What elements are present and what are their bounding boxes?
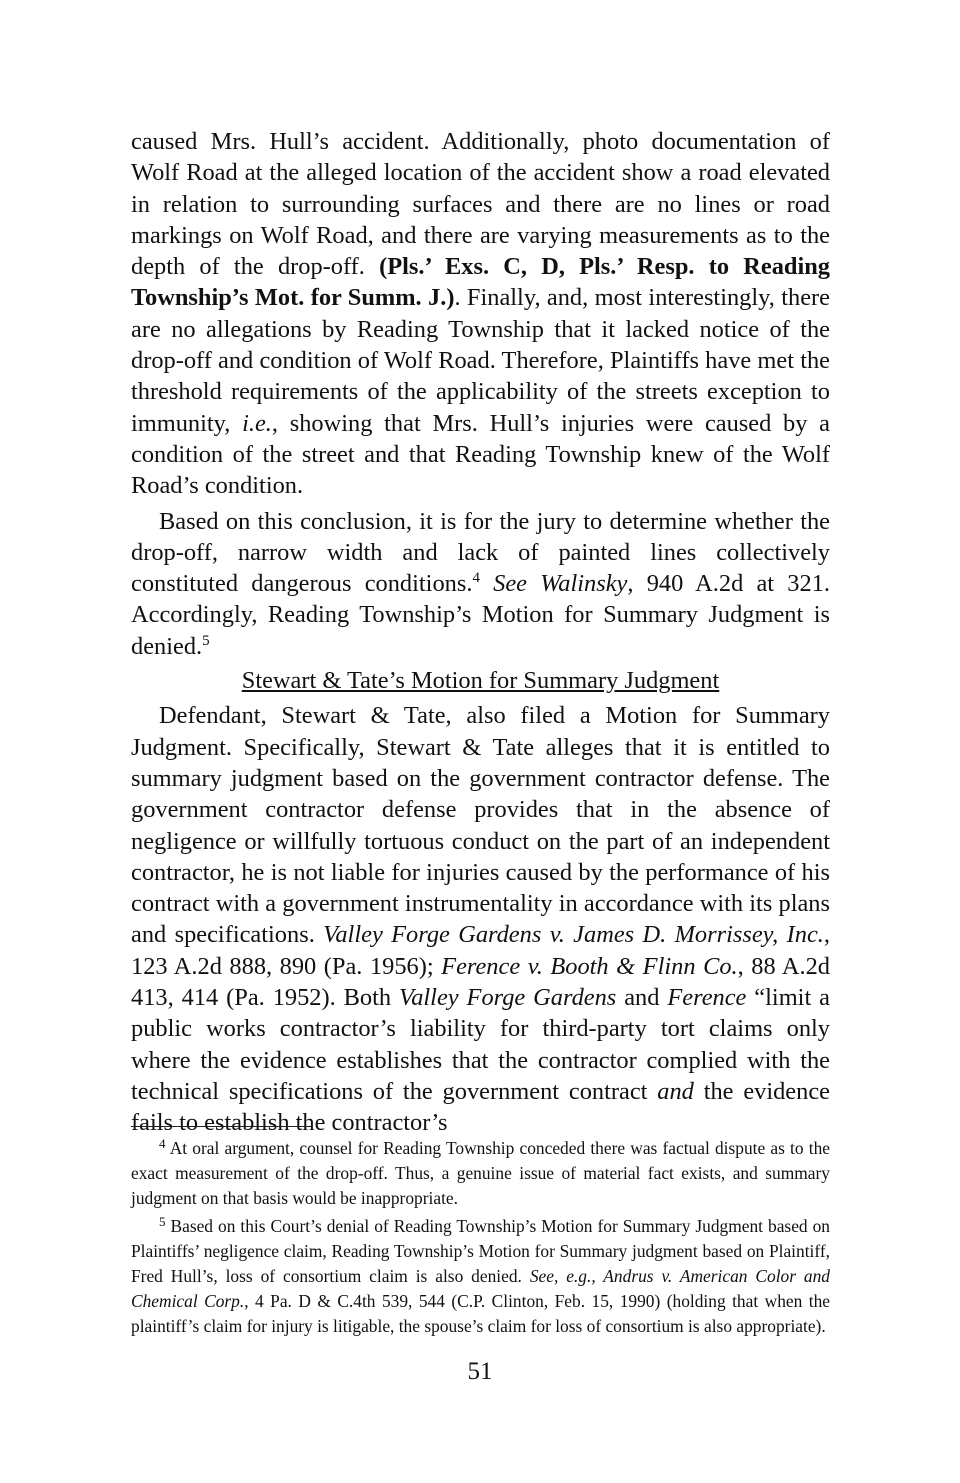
footnote-5-italic-citation: See, e.g., Andrus v. American Color and Chemical Corp. [131, 1266, 830, 1311]
p3-italic-case-2: Ference v. Booth & Flinn Co. [441, 952, 738, 980]
p3-text-e: , 88 A.2d 413, 414 (Pa. 1952). Both [131, 952, 830, 1012]
footnote-4-text: At oral argument, counsel for Reading Township conceded there was factual dispute as to the exact measurement of the drop-off. Thus, a genuine issue of material fact exists, and summary judgment on that basis would be inappropriate. [131, 1138, 830, 1208]
footnote-divider [131, 1126, 311, 1127]
p2-italic-see-walinsky: See Walinsky [479, 570, 628, 598]
paragraph-2 [131, 506, 830, 662]
p3-italic-case-4: Ference [667, 984, 747, 1012]
p3-text-i: “limit a public works contractor’s liability for third-party tort claims only where the evidence establishes that the contractor complied with the technical specifications of the government contract [131, 984, 830, 1105]
p1-italic-ie: i.e. [242, 409, 272, 437]
p1-text-a: caused Mrs. Hull’s accident. Additionally, photo documentation of Wolf Road at the alleged location of the accident show a road elevated in relation to surrounding surfaces and there are no lines or road markings on Wolf Road, and there are varying measurements as to the depth of the drop-off. [131, 128, 830, 281]
footnotes [131, 1136, 830, 1339]
p3-italic-case-1: Valley Forge Gardens v. James D. Morrissey, Inc. [323, 921, 824, 949]
footnote-4-number: 4 [159, 1136, 166, 1151]
p1-text-c: . Finally, and, most interestingly, there are no allegations by Reading Township that it lacked notice of the drop-off and condition of Wolf Road. Therefore, Plaintiffs have met the threshold requirements of the applicability of the streets exception to immunity, [131, 284, 830, 437]
section-heading: Stewart & Tate’s Motion for Summary Judgment [241, 667, 720, 695]
p1-citation-bold: (Pls.’ Exs. C, D, Pls.’ Resp. to Reading Township’s Mot. for Summ. J.) [131, 253, 830, 312]
p3-italic-and: and [657, 1077, 694, 1105]
p2-text-c: , 940 A.2d at 321. Accordingly, Reading Township’s Motion for Summary Judgment is denied. [131, 570, 830, 660]
footnote-ref-5[interactable]: 5 [202, 632, 210, 649]
paragraph-1 [131, 126, 830, 502]
p3-text-k: the evidence fails to establish the contractor’s [131, 1077, 830, 1137]
p3-italic-case-3: Valley Forge Gardens [399, 984, 617, 1012]
footnote-4 [131, 1136, 830, 1211]
footnote-5-text-a: Based on this Court’s denial of Reading Township’s Motion for Summary Judgment based on Plaintiffs’ negligence claim, Reading Township’s Motion for Summary judgment based on Plaintiff, Fred Hull’s, loss of consortium claim is also denied. [131, 1216, 830, 1286]
footnote-5-text-c: , 4 Pa. D & C.4th 539, 544 (C.P. Clinton, Feb. 15, 1990) (holding that when the plaintiff’s claim for injury is litigable, the spouse’s claim for loss of consortium is also appropriate). [131, 1291, 830, 1336]
p1-text-e: , showing that Mrs. Hull’s injuries were caused by a condition of the street and that Reading Township knew of the Wolf Road’s condition. [131, 409, 830, 500]
footnote-5 [131, 1214, 830, 1339]
page-number: 51 [467, 1358, 493, 1385]
footnote-ref-4[interactable]: 4 [472, 570, 480, 587]
p3-text-g: and [616, 984, 668, 1012]
paragraph-3 [131, 700, 830, 1138]
footnote-5-number: 5 [159, 1214, 166, 1229]
p3-text-a: Defendant, Stewart & Tate, also filed a Motion for Summary Judgment. Specifically, Stewart & Tate alleges that it is entitled to summary judgment based on the government contractor defense. The government contractor defense provides that in the absence of negligence or willfully tortuous conduct on the part of an independent contractor, he is not liable for injuries caused by the performance of his contract with a government instrumentality in accordance with its plans and specifications. [131, 702, 830, 949]
p2-text-a: Based on this conclusion, it is for the jury to determine whether the drop-off, narrow width and lack of painted lines collectively constituted dangerous conditions. [131, 507, 830, 598]
p3-text-c: , 123 A.2d 888, 890 (Pa. 1956); [131, 921, 830, 980]
page-body [131, 126, 830, 1139]
